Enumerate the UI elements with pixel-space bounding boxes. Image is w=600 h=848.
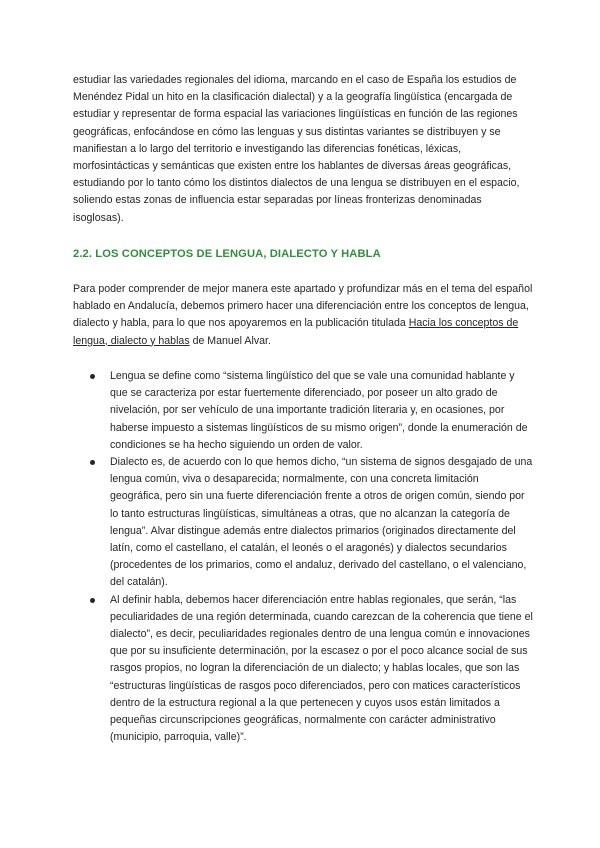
- paragraph-intro-continuation: estudiar las variedades regionales del idioma, marcando en el caso de España los estudios de Menéndez Pidal un hito en la clasificación dialectal) y a la geografía lingüística (encargada de estudiar y representar de forma espacial las variaciones lingüísticas en función de las regiones geográficas, enfocándose en cómo las lenguas y sus distintas variantes se distribuyen y se manifiestan a lo largo del territorio e investigando las diferencias fonéticas, léxicas, morfosintácticas y semánticas que existen entre los hablantes de diversas áreas geográficas, estudiando por lo tanto cómo los distintos dialectos de una lengua se distribuyen en el espacio, soliendo estas zonas de influencia estar separadas por líneas fronterizas denominadas isoglosas).: [73, 74, 520, 224]
- paragraph-text-after-link: de Manuel Alvar.: [189, 334, 271, 347]
- bullet-icon: [90, 374, 95, 379]
- bullet-icon: [90, 598, 95, 603]
- concepts-bullet-list: [73, 368, 533, 746]
- paragraph-concepts-intro: [73, 281, 533, 350]
- list-item-lengua: [73, 368, 533, 454]
- paragraph-text-before-link: Para poder comprender de mejor manera este apartado y profundizar más en el tema del español hablado en Andalucía, debemos primero hacer una diferenciación entre los conceptos de lengua, dialecto y habla, para lo que nos apoyaremos en la publicación titulada: [73, 283, 533, 330]
- section-heading: 2.2. LOS CONCEPTOS DE LENGUA, DIALECTO Y HABLA: [73, 248, 381, 260]
- publication-link[interactable]: Hacia los conceptos de lengua, dialecto y hablas: [73, 317, 519, 347]
- list-item-text: Dialecto es, de acuerdo con lo que hemos dicho, “un sistema de signos desgajado de una lengua común, viva o desaparecida; normalmente, con una concreta limitación geográfica, pero sin una fuerte diferenciación frente a otros de origen común, siendo por lo tanto estructuras lingüísticas, simultáneas a otras, que no alcanzan la categoría de lengua”. Alvar distingue además entre dialectos primarios (originados directamente del latín, como el castellano, el catalán, el leonés o el aragonés) y dialectos secundarios (procedentes de los primarios, como el andaluz, derivado del castellano, o el valenciano, del catalán).: [110, 456, 533, 589]
- list-item-text: Al definir habla, debemos hacer diferenciación entre hablas regionales, que serán, “las peculiaridades de una región determinada, cuando carezcan de la coherencia que tiene el dialecto”, es decir, peculiaridades regionales dentro de una lengua común e innovaciones que por su insuficiente determinación, por la escasez o por el poco alcance social de sus rasgos propios, no logran la diferenciación de un dialecto; y hablas locales, que son las “estructuras lingüísticas de rasgos poco diferenciados, pero con matices característicos dentro de la estructura regional a la que pertenecen y cuyos usos están limitados a pequeñas circunscripciones geográficas, normalmente con carácter administrativo (municipio, parroquia, valle)”.: [110, 593, 533, 744]
- list-item-dialecto: [73, 454, 533, 592]
- bullet-icon: [90, 460, 95, 465]
- list-item-text: Lengua se define como “sistema lingüístico del que se vale una comunidad hablante y que se caracteriza por estar fuertemente diferenciado, por poseer un alto grado de nivelación, por ser vehículo de una importante tradición literaria y, en ocasiones, por haberse impuesto a sistemas lingüísticos de su mismo origen”, donde la enumeración de condiciones se ha hecho siguiendo un orden de valor.: [110, 370, 528, 451]
- list-item-habla: [73, 592, 533, 747]
